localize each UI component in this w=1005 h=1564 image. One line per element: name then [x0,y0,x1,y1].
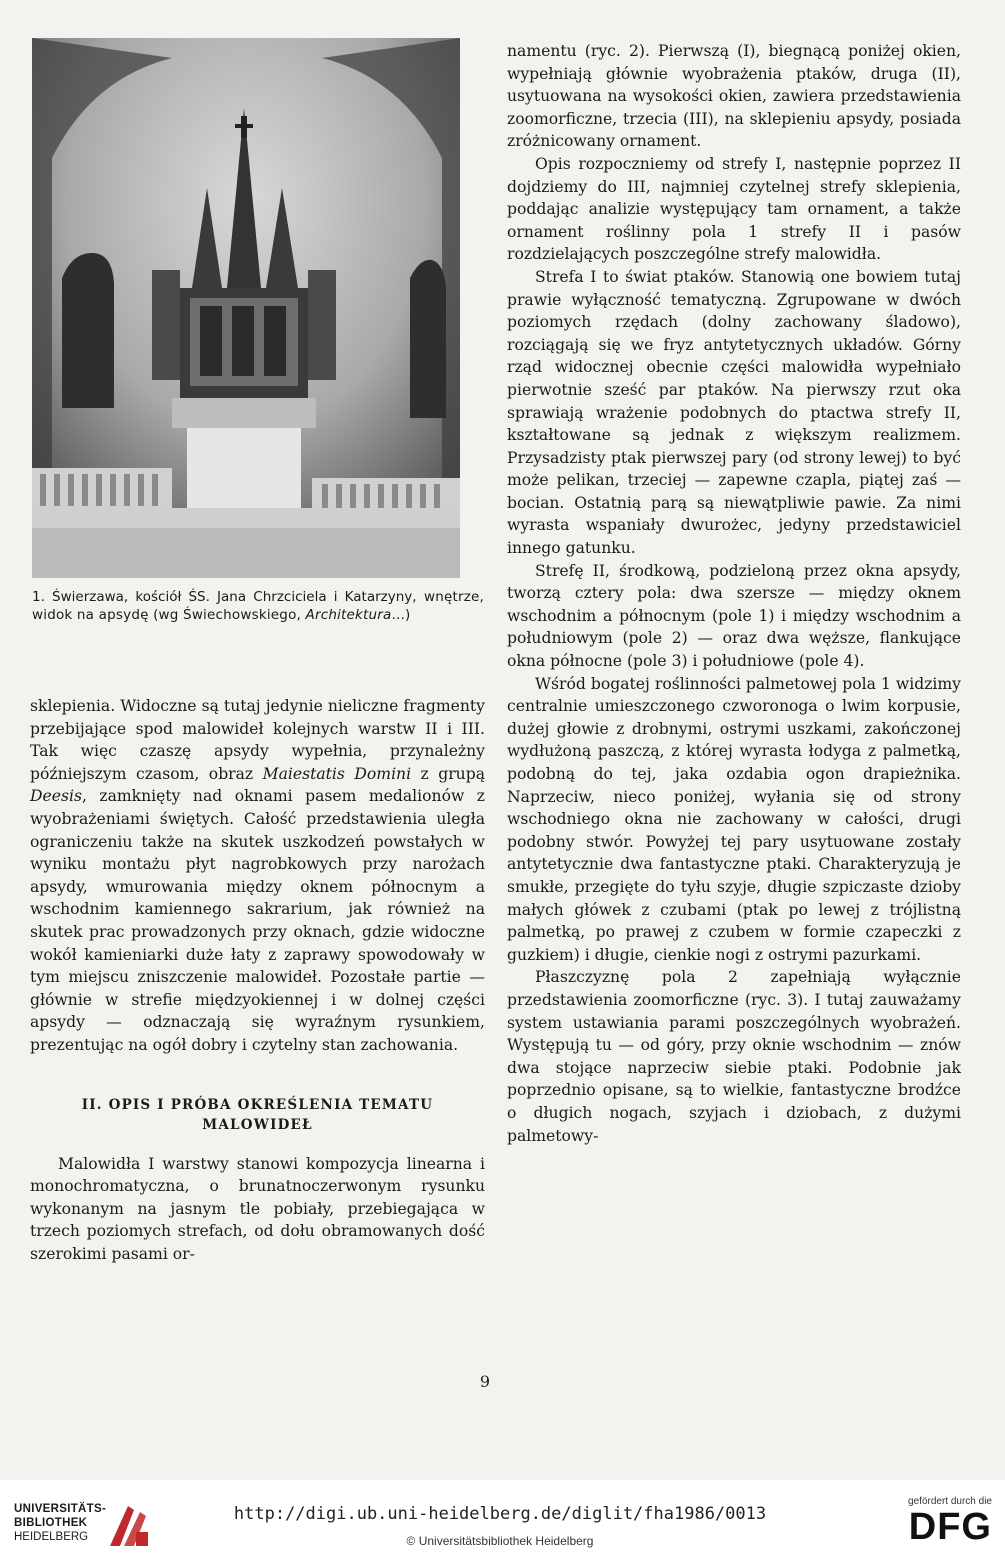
caption-end: ...) [391,607,411,623]
library-emblem-icon [106,1502,152,1550]
right-paragraph-2: Opis rozpoczniemy od strefy I, następnie poprzez II dojdziemy do III, najmniej czytelnej strefy sklepienia, poddając analizie występujący tam ornament, a także ornament roślinny pola 1 strefy II i pasów rozdzielających poszczególne strefy malowidła. [507,154,961,264]
altar-illustration [32,38,460,578]
dfg-funding-note: gefördert durch die [908,1496,992,1507]
section-heading [30,1095,485,1135]
text-fragment: , zamknięty nad oknami pasem medalionów z wyobrażeniami świętych. Całość przedstawienia uległa ograniczeniu także na skutek uszkodzeń powstałych w wyniku montażu płyt nagrobkowych przy narożach apsydy, wmurowania między oknem północnym a wschodnim kamiennego sakrarium, jak również na skutek prac prowadzonych przy oknach, gdzie widoczne wokół kamieniarki duże łaty z zaprawy spowodowały w tym miejscu zniszczenie malowideł. Pozostałe partie — głównie w strefie międzyokiennej i w dolnej części apsydy — odznaczają się wyraźnym rysunkiem, prezentując na ogół dobry i czytelny stan zachowania. [30,787,485,1054]
library-logo[interactable] [14,1502,144,1552]
left-paragraph-1 [30,695,485,1057]
right-paragraph-6: Płaszczyznę pola 2 zapełniają wyłącznie przedstawienia zoomorficzne (ryc. 3). I tutaj zauważamy system ustawiania parami poszczególnych wyobrażeń. Występują tu — od góry, przy oknie wschodnim — znów dwa stojące naprzeciw siebie ptaki. Podobnie jak poprzednio opisane, są to wielkie, fantastyczne brodźce o długich nogach, szyjach i dziobach, z dużymi palmetowy- [507,968,961,1145]
section-heading-line-2: MALOWIDEŁ [202,1116,313,1133]
library-name-line-2: BIBLIOTHEK [14,1517,88,1529]
footer-bar [0,1480,1005,1564]
page-number: 9 [479,1372,491,1391]
dfg-logo[interactable] [880,1496,992,1556]
dfg-wordmark: DFG [908,1506,992,1548]
caption-line-2: wnętrze, widok na apsydę (wg Świechowskiego, [32,589,484,623]
caption-italic-title: Architektura [305,607,392,623]
library-name-line-3: HEIDELBERG [14,1531,89,1543]
right-paragraph-4: Strefę II, środkową, podzieloną przez okna apsydy, tworzą cztery pola: dwa szersze — między oknem wschodnim a północnym (pole 1) i między wschodnim a południowym (pole 2) — oraz dwa węższe, flankujące okna północne (pole 3) i południowe (pole 4). [507,561,961,671]
italic-maiestatis-domini: Maiestatis Domini [262,764,412,783]
caption-line-1: 1. Świerzawa, kościół ŚS. Jana Chrzciciela i Katarzyny, [32,589,417,605]
right-paragraph-1: namentu (ryc. 2). Pierwszą (I), biegnącą poniżej okien, wypełniają głównie wyobrażenia ptaków, druga (II), usytuowana na wysokości okien, zawiera przedstawienia zoomorficzne, trzecia (III), na sklepieniu apsydy, posiada zróżnicowany ornament. [507,42,961,151]
copyright-notice: © Universitätsbibliothek Heidelberg [406,1534,594,1548]
document-url-link[interactable]: http://digi.ub.uni-heidelberg.de/diglit/fha1986/0013 [233,1504,767,1524]
left-paragraph-2: Malowidła I warstwy stanowi kompozycja linearna i monochromatyczna, o brunatnoczerwonym rysunku wykonanym na jasnym tle pobiały, przebiegająca w trzech poziomych strefach, od dołu obramowanych dość szerokimi pasami or- [30,1154,485,1263]
church-apse-photograph [32,38,460,578]
text-fragment: z grupą [411,764,486,783]
text-fragment: sklepienia. Widoczne są tutaj jedynie nieliczne fragmenty przebijające spod malowideł kolejnych warstw II i III. Tak więc czaszę apsydy wypełnia, przynależny późniejszym czasom, obraz [30,697,485,783]
section-heading-line-1: II. OPIS I PRÓBA OKREŚLENIA TEMATU [81,1096,434,1113]
left-text-column [30,695,485,1265]
right-paragraph-5: Wśród bogatej roślinności palmetowej pola 1 widzimy centralnie umieszczonego czworonoga o lwim korpusie, dużej głowie z drobnymi, ostrymi uszkami, zakończonej wydłużoną paszczą, z której wyrasta łodyga z palmetką, podobną do tej, jaka ozdabia ogon drapieżnika. Naprzeciw, nieco poniżej, wyłania się od strony wschodniego okna nie zachowany w całości, drugi podobny stwór. Powyżej tej pary usytuowane zostały antytetycznie dwa fantastyczne ptaki. Charakteryzują je smukłe, przegięte do tyłu szyje, długie szpiczaste dzioby małych główek z czubami (ptak po lewej z trójlistną palmetką, po prawej z czubem w formie czapeczki z guzkiem) i długie, cienkie nogi z ostrymi pazurkami. [507,674,961,964]
right-paragraph-3: Strefa I to świat ptaków. Stanowią one bowiem tutaj prawie wyłączność tematyczną. Zgrupowane w dwóch poziomych rzędach (dolny zachowany śladowo), rozciągają się we fryz antytetycznych układów. Górny rząd widocznej obecnie części malowidła wypełniało pierwotnie sześć par ptaków. Na pierwszy rzut oka sprawiają wrażenie podobnych do ptactwa strefy II, kształtowane są jednak z większym realizmem. Przysadzisty ptak pierwszej pary (od strony lewej) to być może pelikan, trzeciej — zapewne czapla, piątej zaś — bocian. Ostatnią parą są niewątpliwie pawie. Za nimi wyrasta wspaniały dwurożec, jedyny przedstawiciel innego gatunku. [507,267,961,558]
figure-caption [32,588,484,624]
right-text-column [507,40,961,1147]
library-name-line-1: UNIVERSITÄTS- [14,1503,107,1515]
italic-deesis: Deesis [30,787,82,806]
